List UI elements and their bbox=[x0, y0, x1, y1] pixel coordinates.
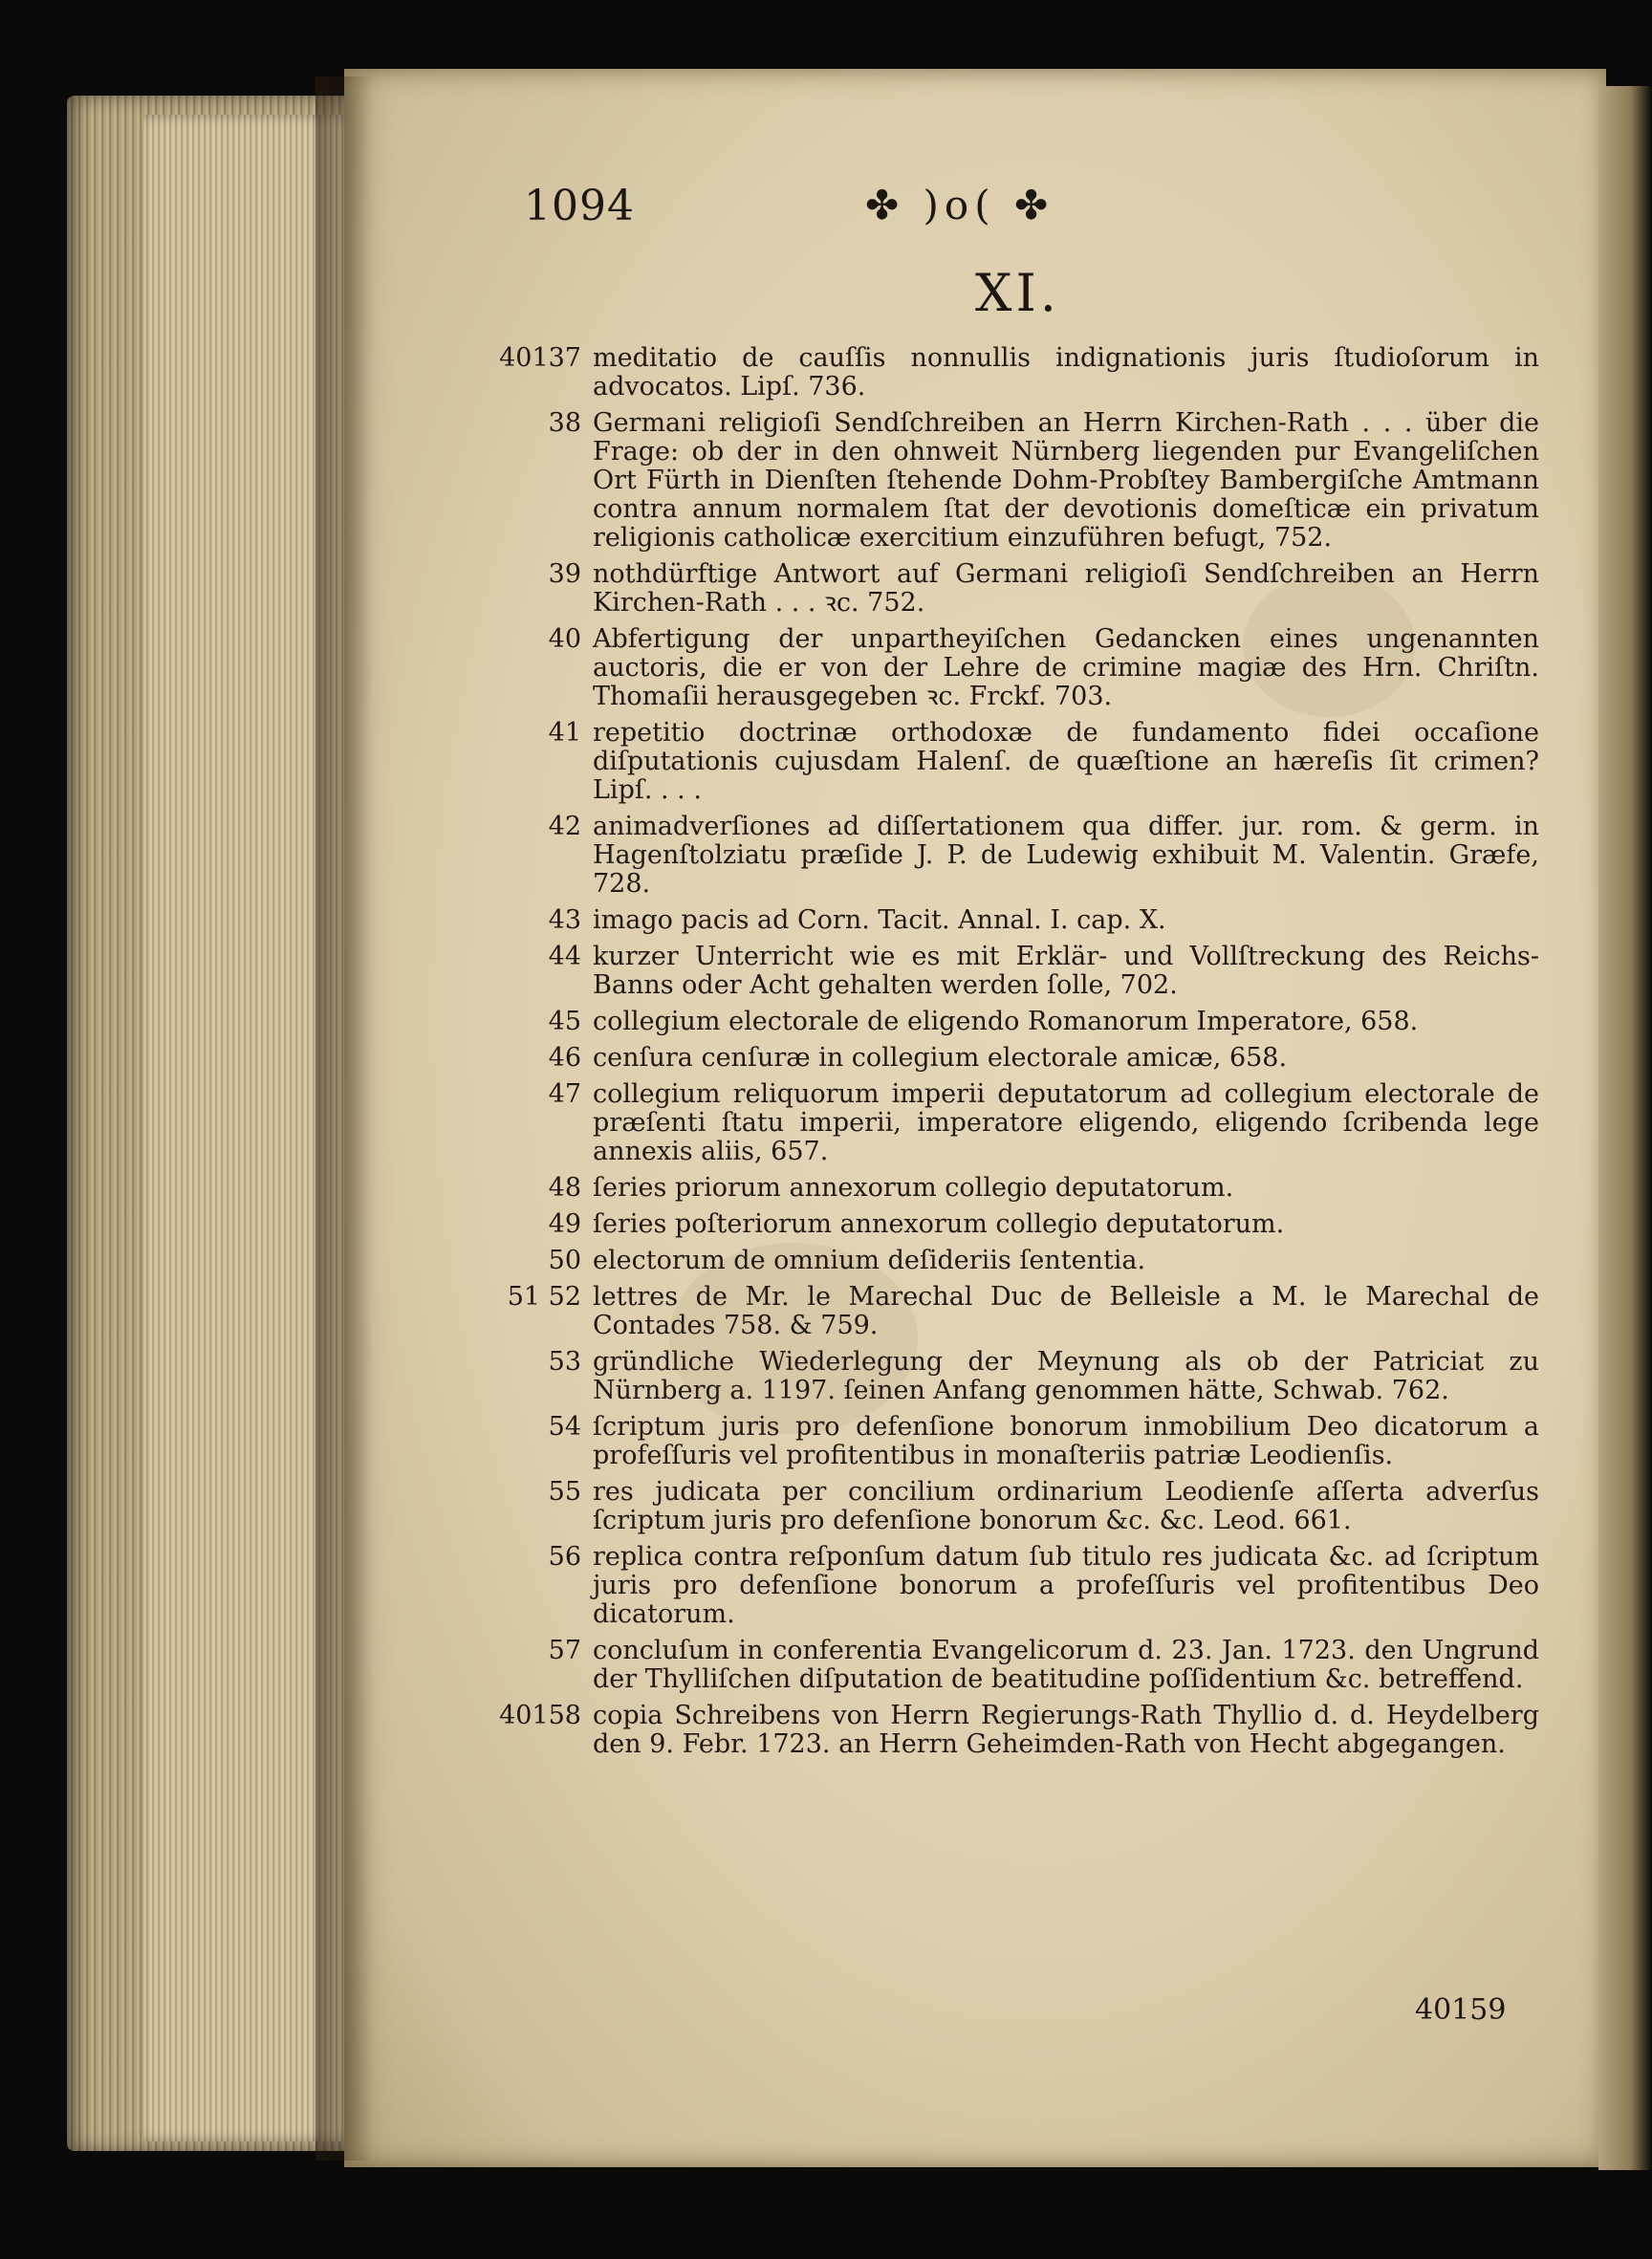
entry-text: ſeries priorum annexorum collegio deputatorum. bbox=[593, 1173, 1234, 1203]
entry-text: Abfertigung der unpartheyiſchen Gedancken eines ungenannten auctoris, die er von der Lehre de crimine magiæ des Hrn. Chriſtn. Thomaſii herausgegeben ꝛc. Frckf. 703. bbox=[593, 624, 1539, 711]
entry-number: 51 52 bbox=[507, 1282, 581, 1312]
entry-text: animadverſiones ad diſſertationem qua differ. jur. rom. & germ. in Hagenſtolziatu præſide J. P. de Ludewig exhibuit M. Valentin. Græfe, 728. bbox=[593, 812, 1539, 899]
catalog-entry bbox=[478, 560, 1539, 618]
entry-text: repetitio doctrinæ orthodoxæ de fundamento fidei occaſione diſputationis cujusdam Halenſ. de quæſtione an hæreſis ſit crimen? Lipſ. . . . bbox=[593, 718, 1539, 805]
gutter-shadow bbox=[315, 76, 373, 2161]
catalog-entry bbox=[478, 1637, 1539, 1694]
entry-text: concluſum in conferentia Evangelicorum d. 23. Jan. 1723. den Ungrund der Thylliſchen diſputation de beatitudine poſſidentium &c. betreffend. bbox=[593, 1636, 1539, 1694]
entry-text: kurzer Unterricht wie es mit Erklär- und Vollſtreckung des Reichs-Banns oder Acht gehalten werden ſolle, 702. bbox=[593, 942, 1539, 1000]
section-title: XI. bbox=[975, 263, 1060, 323]
entry-number: 45 bbox=[548, 1007, 581, 1036]
entry-number: 43 bbox=[548, 905, 581, 935]
entry-text: lettres de Mr. le Marechal Duc de Belleisle a M. le Marechal de Contades 758. & 759. bbox=[593, 1282, 1539, 1340]
entry-text: ſeries poſteriorum annexorum collegio deputatorum. bbox=[593, 1209, 1285, 1239]
entry-number: 42 bbox=[548, 812, 581, 841]
catalog-entry bbox=[478, 1174, 1539, 1203]
catalog-entry bbox=[478, 1210, 1539, 1239]
catalog-entry bbox=[478, 1348, 1539, 1405]
catalog-entry bbox=[478, 1478, 1539, 1535]
entry-text: Germani religioſi Sendſchreiben an Herrn Kirchen-Rath . . . über die Frage: ob der in den ohnweit Nürnberg liegenden pur Evangeliſchen Ort Fürth in Dienſten ſtehende Dohm-Probſtey Bambergiſche Amtmann contra annum normalem ſtat der devotionis domeſticæ ein privatum religionis catholicæ exercitium einzuführen befugt, 752. bbox=[593, 408, 1539, 553]
entry-number: 48 bbox=[548, 1173, 581, 1203]
page-number: 1094 bbox=[524, 182, 635, 230]
entry-number: 47 bbox=[548, 1079, 581, 1109]
entry-number: 41 bbox=[548, 718, 581, 748]
entry-number: 50 bbox=[548, 1246, 581, 1275]
entry-text: res judicata per concilium ordinarium Leodienſe aſſerta adverſus ſcriptum juris pro defenſione bonorum &c. &c. Leod. 661. bbox=[593, 1477, 1539, 1535]
entry-number: 49 bbox=[548, 1209, 581, 1239]
entry-text: replica contra reſponſum datum ſub titulo res judicata &c. ad ſcriptum juris pro defenſione bonorum a profeſſuris vel profitentibus Deo dicatorum. bbox=[593, 1542, 1539, 1629]
entry-text: cenſura cenſuræ in collegium electorale amicæ, 658. bbox=[593, 1043, 1288, 1073]
catalog-entry bbox=[478, 719, 1539, 805]
entry-number: 38 bbox=[548, 408, 581, 438]
header-ornament: ✤ )o( ✤ bbox=[865, 182, 1054, 228]
entry-number: 55 bbox=[548, 1477, 581, 1507]
entry-text: ſcriptum juris pro defenſione bonorum inmobilium Deo dicatorum a profeſſuris vel profitentibus in monaſteriis patriæ Leodienſis. bbox=[593, 1412, 1539, 1470]
catalog-entry bbox=[478, 1413, 1539, 1470]
entry-text: collegium reliquorum imperii deputatorum ad collegium electorale de præſenti ſtatu imperii, imperatore eligendo, eligendo ſcribenda lege annexis aliis, 657. bbox=[593, 1079, 1539, 1166]
entry-number: 44 bbox=[548, 942, 581, 971]
book-page-edge-right bbox=[1598, 86, 1652, 2170]
catchword: 40159 bbox=[1415, 1993, 1507, 2027]
entry-text: gründliche Wiederlegung der Meynung als ob der Patriciat zu Nürnberg a. 1197. ſeinen Anfang genommen hätte, Schwab. 762. bbox=[593, 1347, 1539, 1405]
catalog-entry bbox=[478, 1247, 1539, 1275]
entry-number: 40158 bbox=[499, 1701, 581, 1730]
catalog-entry bbox=[478, 1080, 1539, 1166]
entry-text: electorum de omnium deſideriis ſententia. bbox=[593, 1246, 1146, 1275]
catalog-entry bbox=[478, 906, 1539, 935]
catalog-entry bbox=[478, 1044, 1539, 1073]
entry-number: 57 bbox=[548, 1636, 581, 1665]
catalog-entry bbox=[478, 1702, 1539, 1759]
entry-text: copia Schreibens von Herrn Regierungs-Rath Thyllio d. d. Heydelberg den 9. Febr. 1723. an Herrn Geheimden-Rath von Hecht abgegangen. bbox=[593, 1701, 1539, 1759]
catalog-entry bbox=[478, 344, 1539, 402]
entry-number: 53 bbox=[548, 1347, 581, 1377]
entry-number: 40 bbox=[548, 624, 581, 654]
catalog-entry bbox=[478, 943, 1539, 1000]
entry-text: nothdürftige Antwort auf Germani religioſi Sendſchreiben an Herrn Kirchen-Rath . . . ꝛc. 752. bbox=[593, 559, 1539, 618]
entry-text: collegium electorale de eligendo Romanorum Imperatore, 658. bbox=[593, 1007, 1419, 1036]
entry-text: imago pacis ad Corn. Tacit. Annal. I. cap. X. bbox=[593, 905, 1166, 935]
catalog-entry bbox=[478, 1008, 1539, 1036]
entry-text: meditatio de cauſſis nonnullis indignationis juris ſtudioſorum in advocatos. Lipſ. 736. bbox=[593, 343, 1539, 402]
entry-number: 54 bbox=[548, 1412, 581, 1442]
catalog-entry bbox=[478, 625, 1539, 711]
catalog-entry bbox=[478, 1283, 1539, 1340]
entry-number: 39 bbox=[548, 559, 581, 589]
entry-number: 40137 bbox=[499, 343, 581, 373]
catalog-entry bbox=[478, 813, 1539, 899]
catalog-entries bbox=[478, 344, 1539, 1767]
catalog-entry bbox=[478, 1543, 1539, 1629]
catalog-entry bbox=[478, 409, 1539, 553]
entry-number: 56 bbox=[548, 1542, 581, 1572]
entry-number: 46 bbox=[548, 1043, 581, 1073]
